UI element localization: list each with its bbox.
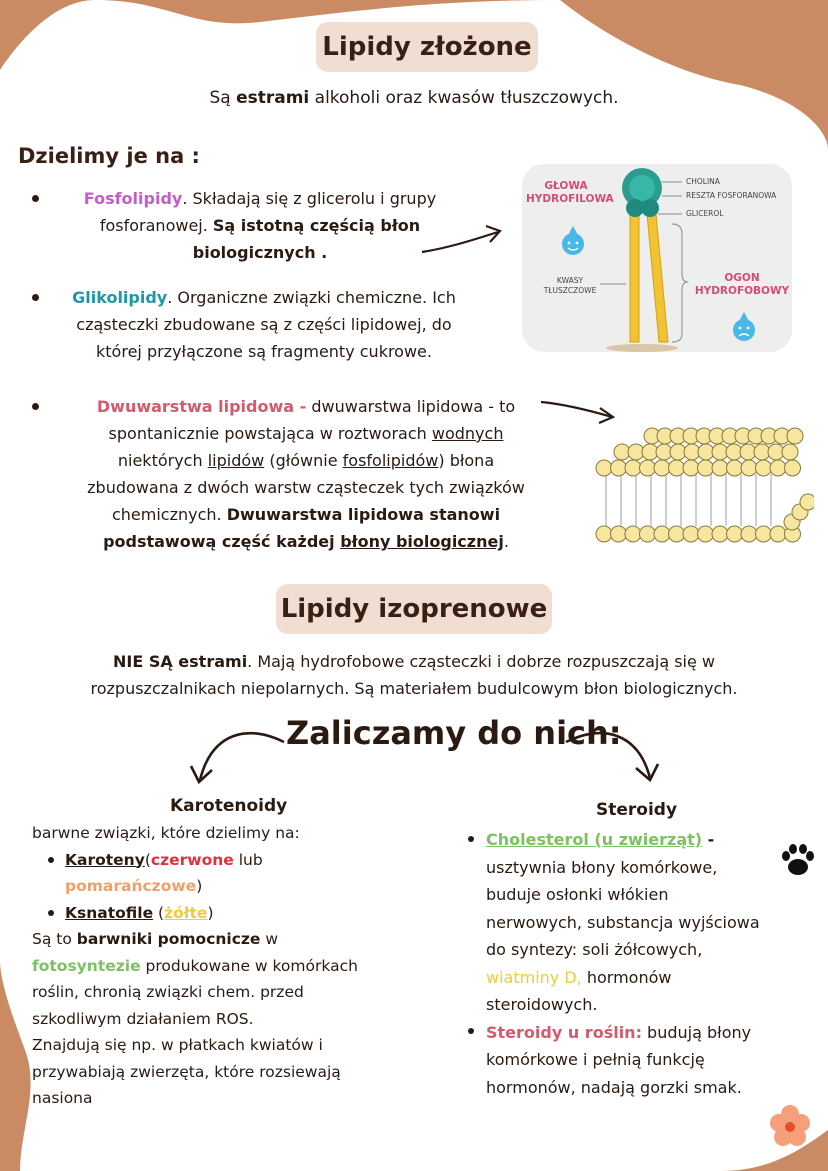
- glikolipidy-name: Glikolipidy: [72, 288, 168, 307]
- label-glowa: GŁOWA: [544, 180, 588, 192]
- phospholipid-diagram: [522, 164, 792, 352]
- zaliczamy-heading: Zaliczamy do nich:: [286, 714, 622, 752]
- label-tluszczowe: TŁUSZCZOWE: [543, 286, 597, 295]
- steroidy-heading: Steroidy: [596, 800, 678, 820]
- bullet: [32, 294, 39, 301]
- paw-icon: [778, 840, 818, 880]
- label-kwasy: KWASY: [556, 276, 584, 285]
- fosfolipidy-name: Fosfolipidy: [83, 189, 183, 208]
- glikolipidy-item: Glikolipidy. Organiczne związki chemiczne. Ich cząsteczki zbudowane są z części lipidowej, do której przyłączone są fragmenty cukrowe.: [72, 288, 456, 361]
- bullet: [468, 836, 474, 842]
- intro-lipidy-izoprenowe: NIE SĄ estrami. Mają hydrofobowe cząsteczki i dobrze rozpuszczają się w rozpuszczalnikach niepolarnych. Są materiałem budulcowym błon biologicznych.: [90, 652, 738, 698]
- section-title-lipidy-izoprenowe: Lipidy izoprenowe: [276, 584, 552, 634]
- arrow-icon: [538, 396, 618, 426]
- label-ogon: OGON: [724, 272, 760, 284]
- lipid-bilayer-figure: [592, 426, 814, 550]
- bullet: [32, 403, 39, 410]
- section-title-lipidy-zlozone: Lipidy złożone: [316, 22, 538, 72]
- arrow-icon: [562, 722, 662, 792]
- bullet: [32, 195, 39, 202]
- bullet: [48, 910, 54, 916]
- bullet: [48, 857, 54, 863]
- label-reszta: RESZTA FOSFORANOWA: [686, 191, 777, 200]
- dwuwarstwa-name: Dwuwarstwa lipidowa: [96, 397, 295, 416]
- karotenoidy-column: barwne związki, które dzielimy na: Karoteny(czerwone lub pomarańczowe) Ksnatofile (żółte) Są to barwniki pomocnicze w fotosyntezie produkowane w komórkach roślin, chronią związki chem. przed szkodliwym działaniem ROS. Znajdują się np. w płatkach kwiatów i przywabiają zwierzęta, które rozsiewają nasiona: [32, 824, 358, 1107]
- karotenoidy-heading: Karotenoidy: [170, 796, 288, 816]
- label-hydrofobowy: HYDROFOBOWY: [694, 285, 790, 297]
- dwuwarstwa-item: Dwuwarstwa lipidowa - dwuwarstwa lipidowa - to spontanicznie powstająca w roztworach wodnych niektórych lipidów (głównie fosfolipidów) błona zbudowana z dwóch warstw cząsteczek tych związków chemicznych. Dwuwarstwa lipidowa stanowi podstawową część każdej błony biologicznej.: [87, 397, 525, 551]
- arrow-icon: [188, 722, 288, 792]
- intro-lipidy-zlozone: Są estrami alkoholi oraz kwasów tłuszczowych.: [209, 88, 619, 108]
- bullet: [468, 1028, 474, 1034]
- arrow-icon: [418, 220, 508, 260]
- steroidy-column: Cholesterol (u zwierząt) - usztywnia błony komórkowe, buduje osłonki włókien nerwowych, substancja wyjściowa do syntezy: soli żółcowych, wiatminy D, hormonów steroidowych. Steroidy u roślin: budują błony komórkowe i pełnią funkcję hormonów, nadają gorzki smak.: [486, 830, 760, 1097]
- flower-icon: [768, 1104, 812, 1148]
- divide-heading: Dzielimy je na :: [18, 144, 200, 168]
- label-cholina: CHOLINA: [686, 177, 720, 186]
- fosfolipidy-item: Fosfolipidy. Składają się z glicerolu i grupy fosforanowej. Są istotną częścią błon biologicznych .: [83, 189, 437, 262]
- label-glicerol: GLICEROL: [686, 209, 724, 218]
- label-hydrofilowa: HYDROFILOWA: [526, 193, 614, 205]
